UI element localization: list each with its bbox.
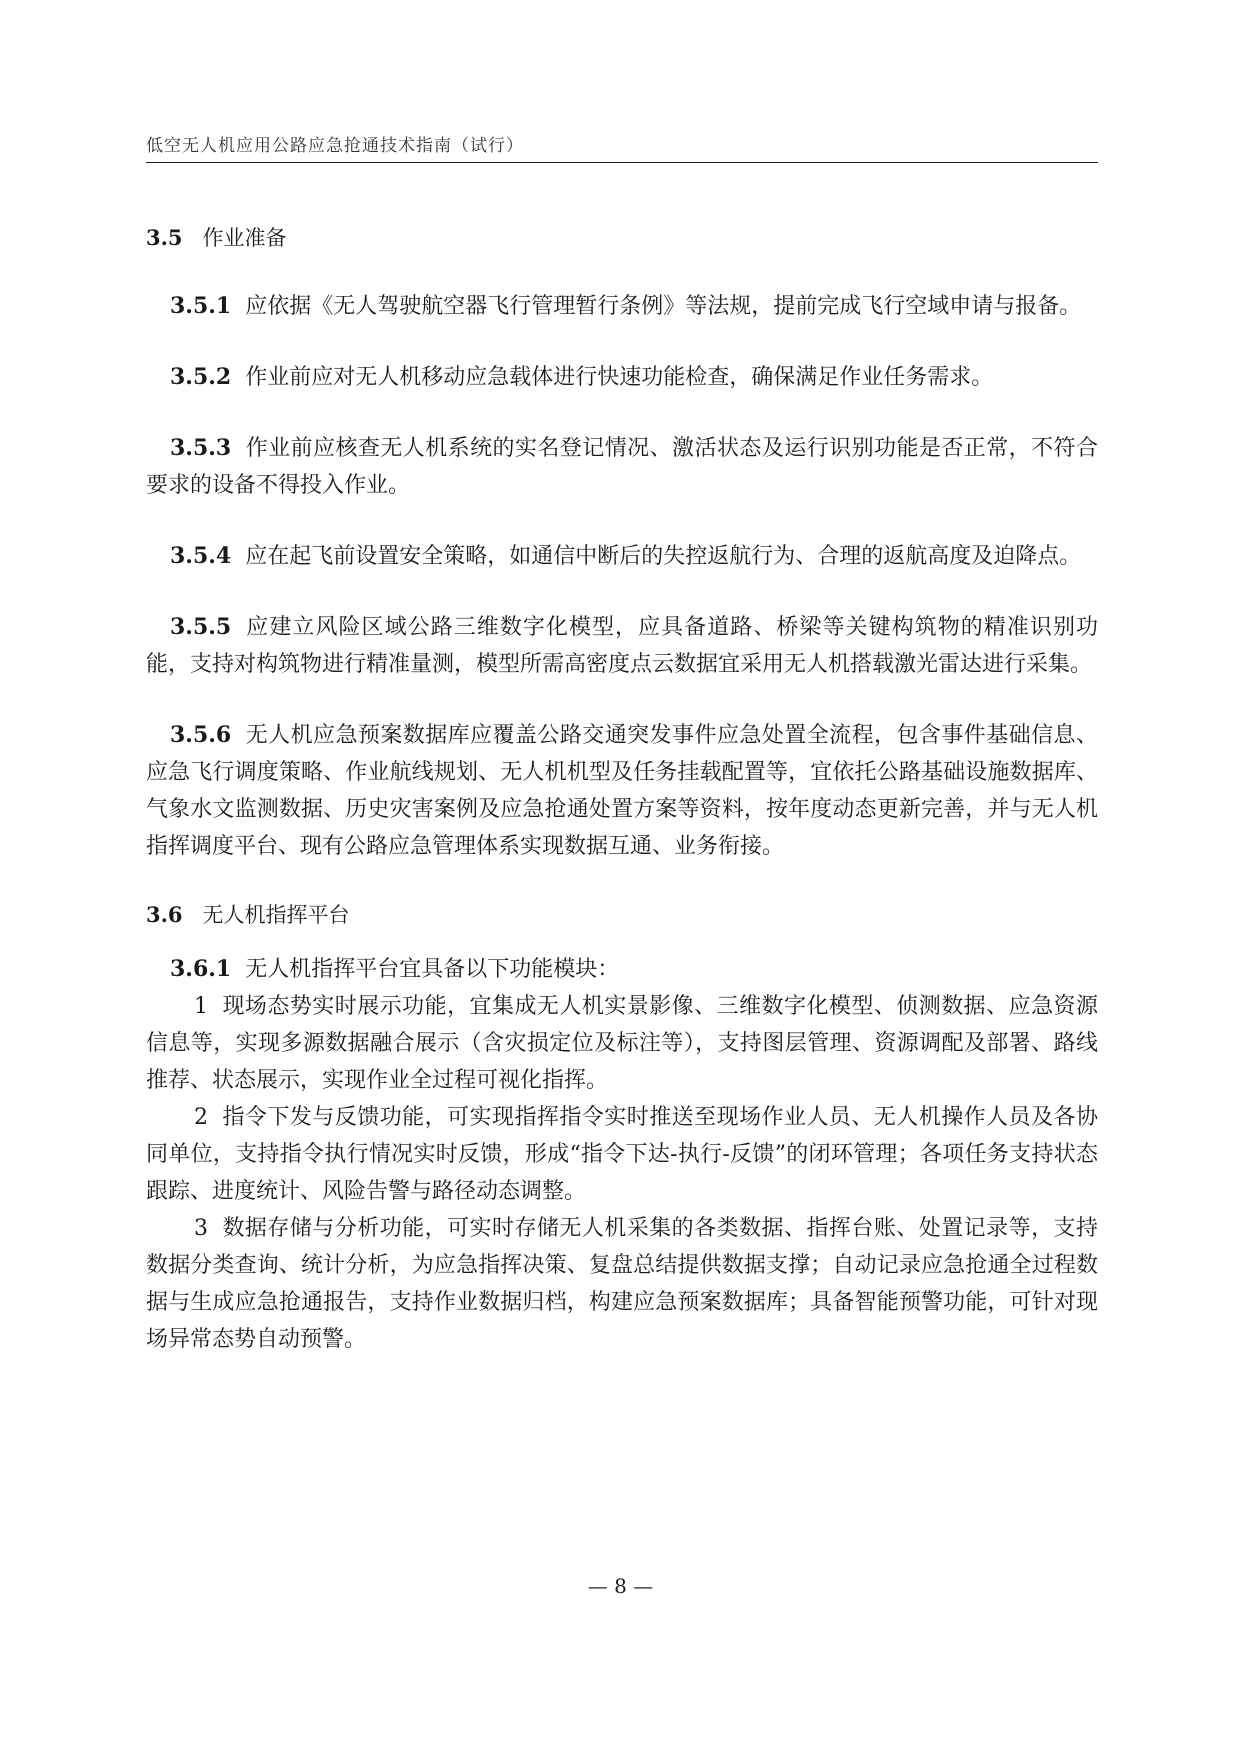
page-body — [146, 222, 1098, 1358]
clause-number: 3.5.3 — [170, 435, 232, 461]
clause-text: 应建立风险区域公路三维数字化模型，应具备道路、桥梁等关键构筑物的精准识别功能，支持对构筑物进行精准量测，模型所需高密度点云数据宜采用无人机搭载激光雷达进行采集。 — [146, 615, 1098, 677]
clause-3-6-1 — [146, 951, 1098, 988]
clause-3-5-4 — [146, 538, 1098, 575]
clause-text: 作业前应核查无人机系统的实名登记情况、激活状态及运行识别功能是否正常，不符合要求的设备不得投入作业。 — [146, 436, 1098, 498]
clause-3-5-3 — [146, 430, 1098, 504]
clause-number: 3.5.6 — [170, 722, 232, 748]
clause-text: 应依据《无人驾驶航空器飞行管理暂行条例》等法规，提前完成飞行空域申请与报备。 — [245, 294, 1082, 319]
list-item — [146, 1210, 1098, 1358]
section-title: 无人机指挥平台 — [202, 903, 350, 927]
running-header: 低空无人机应用公路应急抢通技术指南（试行） — [146, 136, 524, 156]
item-number: 3 — [194, 1216, 208, 1241]
page-number: — 8 — — [587, 1574, 654, 1598]
clause-number: 3.5.5 — [170, 614, 232, 640]
item-number: 2 — [194, 1105, 208, 1130]
section-number: 3.6 — [146, 902, 183, 927]
section-heading-3-5 — [146, 222, 1098, 254]
clause-3-5-2 — [146, 359, 1098, 396]
item-text: 数据存储与分析功能，可实时存储无人机采集的各类数据、指挥台账、处置记录等，支持数据分类查询、统计分析，为应急指挥决策、复盘总结提供数据支撑；自动记录应急抢通全过程数据与生成应急抢通报告，支持作业数据归档，构建应急预案数据库；具备智能预警功能，可针对现场异常态势自动预警。 — [146, 1216, 1098, 1352]
clause-text: 无人机应急预案数据库应覆盖公路交通突发事件应急处置全流程，包含事件基础信息、应急飞行调度策略、作业航线规划、无人机机型及任务挂载配置等，宜依托公路基础设施数据库、气象水文监测数据、历史灾害案例及应急抢通处置方案等资料，按年度动态更新完善，并与无人机指挥调度平台、现有公路应急管理体系实现数据互通、业务衔接。 — [146, 723, 1098, 859]
item-text: 指令下发与反馈功能，可实现指挥指令实时推送至现场作业人员、无人机操作人员及各协同单位，支持指令执行情况实时反馈，形成“指令下达-执行-反馈”的闭环管理；各项任务支持状态跟踪、进度统计、风险告警与路径动态调整。 — [146, 1105, 1098, 1204]
clause-3-5-6 — [146, 717, 1098, 865]
clause-number: 3.5.4 — [170, 543, 232, 569]
section-heading-3-6 — [146, 899, 1098, 931]
clause-text: 应在起飞前设置安全策略，如通信中断后的失控返航行为、合理的返航高度及迫降点。 — [245, 544, 1082, 569]
item-text: 现场态势实时展示功能，宜集成无人机实景影像、三维数字化模型、侦测数据、应急资源信息等，实现多源数据融合展示（含灾损定位及标注等），支持图层管理、资源调配及部署、路线推荐、状态展示，实现作业全过程可视化指挥。 — [146, 994, 1098, 1093]
clause-text: 无人机指挥平台宜具备以下功能模块： — [245, 957, 620, 982]
list-item — [146, 1099, 1098, 1210]
clause-number: 3.5.2 — [170, 364, 232, 390]
clause-text: 作业前应对无人机移动应急载体进行快速功能检查，确保满足作业任务需求。 — [245, 365, 994, 390]
header-divider — [146, 162, 1098, 163]
clause-3-5-1 — [146, 288, 1098, 325]
clause-number: 3.6.1 — [170, 956, 232, 982]
clause-number: 3.5.1 — [170, 293, 232, 319]
section-number: 3.5 — [146, 225, 183, 250]
section-title: 作业准备 — [202, 226, 287, 250]
item-number: 1 — [194, 994, 208, 1019]
list-item — [146, 988, 1098, 1099]
clause-3-5-5 — [146, 609, 1098, 683]
